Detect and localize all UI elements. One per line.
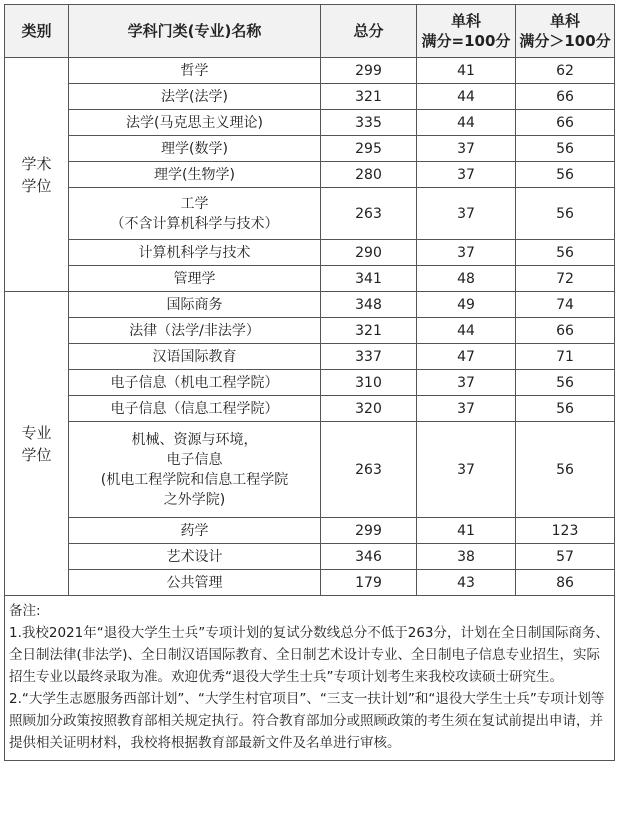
- single-over-100-score: 74: [516, 292, 615, 318]
- discipline-name: 电子信息（信息工程学院）: [69, 396, 321, 422]
- total-score: 335: [321, 110, 417, 136]
- header-category: 类别: [5, 5, 69, 58]
- score-table: [4, 4, 615, 761]
- discipline-name: 电子信息（机电工程学院）: [69, 370, 321, 396]
- note-item-1: 1.我校2021年“退役大学生士兵”专项计划的复试分数线总分不低于263分，计划在全日制国际商务、全日制法律(非法学)、全日制汉语国际教育、全日制艺术设计专业、全日制电子信息专业招生，实际招生专业以最终录取为准。欢迎优秀“退役大学生士兵”专项计划考生来我校攻读硕士研究生。: [9, 625, 609, 685]
- table-row: [5, 370, 615, 396]
- table-row: [5, 318, 615, 344]
- single-over-100-score: 56: [516, 370, 615, 396]
- single-100-score: 44: [417, 318, 516, 344]
- discipline-name: 艺术设计: [69, 544, 321, 570]
- header-single-100: [417, 5, 516, 58]
- discipline-name: 国际商务: [69, 292, 321, 318]
- discipline-name: 机械、资源与环境， 电子信息 (机电工程学院和信息工程学院 之外学院): [69, 422, 321, 518]
- single-100-score: 44: [417, 84, 516, 110]
- discipline-name: 法律（法学/非法学）: [69, 318, 321, 344]
- single-over-100-score: 56: [516, 240, 615, 266]
- discipline-name: 管理学: [69, 266, 321, 292]
- single-100-score: 37: [417, 240, 516, 266]
- table-row: [5, 58, 615, 84]
- total-score: 295: [321, 136, 417, 162]
- notes-cell: [5, 596, 615, 761]
- discipline-name: 哲学: [69, 58, 321, 84]
- total-score: 320: [321, 396, 417, 422]
- total-score: 299: [321, 58, 417, 84]
- single-100-score: 47: [417, 344, 516, 370]
- table-row: [5, 344, 615, 370]
- single-100-score: 37: [417, 162, 516, 188]
- table-row: [5, 266, 615, 292]
- table-row: [5, 518, 615, 544]
- total-score: 337: [321, 344, 417, 370]
- total-score: 280: [321, 162, 417, 188]
- single-100-score: 49: [417, 292, 516, 318]
- single-100-score: 48: [417, 266, 516, 292]
- discipline-name: 公共管理: [69, 570, 321, 596]
- single-over-100-score: 66: [516, 318, 615, 344]
- single-100-score: 44: [417, 110, 516, 136]
- score-table-body: [5, 58, 615, 596]
- single-100-score: 37: [417, 188, 516, 240]
- single-100-score: 37: [417, 422, 516, 518]
- total-score: 321: [321, 318, 417, 344]
- single-100-score: 41: [417, 518, 516, 544]
- total-score: 263: [321, 188, 417, 240]
- total-score: 299: [321, 518, 417, 544]
- group-label: 学术 学位: [5, 58, 69, 292]
- single-over-100-score: 56: [516, 188, 615, 240]
- discipline-name: 法学(法学): [69, 84, 321, 110]
- note-item-2: 2.“大学生志愿服务西部计划”、“大学生村官项目”、“三支一扶计划”和“退役大学生士兵”专项计划等照顾加分政策按照教育部相关规定执行。符合教育部加分或照顾政策的考生须在复试前提出申请，并提供相关证明材料，我校将根据教育部最新文件及名单进行审核。: [9, 691, 605, 751]
- header-row: [5, 5, 615, 58]
- discipline-name: 工学 （不含计算机科学与技术）: [69, 188, 321, 240]
- total-score: 348: [321, 292, 417, 318]
- table-row: [5, 292, 615, 318]
- discipline-name: 药学: [69, 518, 321, 544]
- single-over-100-score: 56: [516, 396, 615, 422]
- single-100-score: 37: [417, 370, 516, 396]
- discipline-name: 汉语国际教育: [69, 344, 321, 370]
- table-row: [5, 136, 615, 162]
- table-row: [5, 570, 615, 596]
- single-over-100-score: 123: [516, 518, 615, 544]
- total-score: 263: [321, 422, 417, 518]
- score-table-wrapper: [4, 4, 614, 761]
- single-over-100-score: 86: [516, 570, 615, 596]
- header-total: 总分: [321, 5, 417, 58]
- header-discipline: 学科门类(专业)名称: [69, 5, 321, 58]
- table-row: [5, 110, 615, 136]
- discipline-name: 理学(数学): [69, 136, 321, 162]
- single-over-100-score: 71: [516, 344, 615, 370]
- total-score: 179: [321, 570, 417, 596]
- total-score: 341: [321, 266, 417, 292]
- table-row: [5, 188, 615, 240]
- total-score: 346: [321, 544, 417, 570]
- single-100-score: 38: [417, 544, 516, 570]
- single-100-score: 37: [417, 136, 516, 162]
- single-over-100-score: 56: [516, 162, 615, 188]
- table-row: [5, 84, 615, 110]
- single-over-100-score: 72: [516, 266, 615, 292]
- total-score: 290: [321, 240, 417, 266]
- header-single-100-line2: 满分=100分: [421, 32, 511, 50]
- header-single-100-line1: 单科: [450, 12, 481, 30]
- single-100-score: 43: [417, 570, 516, 596]
- total-score: 310: [321, 370, 417, 396]
- discipline-name: 计算机科学与技术: [69, 240, 321, 266]
- header-single-over-line2: 满分＞100分: [519, 32, 611, 50]
- single-over-100-score: 62: [516, 58, 615, 84]
- table-row: [5, 240, 615, 266]
- table-row: [5, 162, 615, 188]
- notes-row: [5, 596, 615, 761]
- single-100-score: 41: [417, 58, 516, 84]
- total-score: 321: [321, 84, 417, 110]
- single-100-score: 37: [417, 396, 516, 422]
- discipline-name: 法学(马克思主义理论): [69, 110, 321, 136]
- header-single-over-line1: 单科: [549, 12, 580, 30]
- table-row: [5, 422, 615, 518]
- single-over-100-score: 56: [516, 422, 615, 518]
- group-label: 专业 学位: [5, 292, 69, 596]
- header-single-over-100: [516, 5, 615, 58]
- notes-title: 备注:: [9, 603, 41, 619]
- single-over-100-score: 57: [516, 544, 615, 570]
- single-over-100-score: 56: [516, 136, 615, 162]
- table-row: [5, 544, 615, 570]
- table-row: [5, 396, 615, 422]
- single-over-100-score: 66: [516, 110, 615, 136]
- discipline-name: 理学(生物学): [69, 162, 321, 188]
- single-over-100-score: 66: [516, 84, 615, 110]
